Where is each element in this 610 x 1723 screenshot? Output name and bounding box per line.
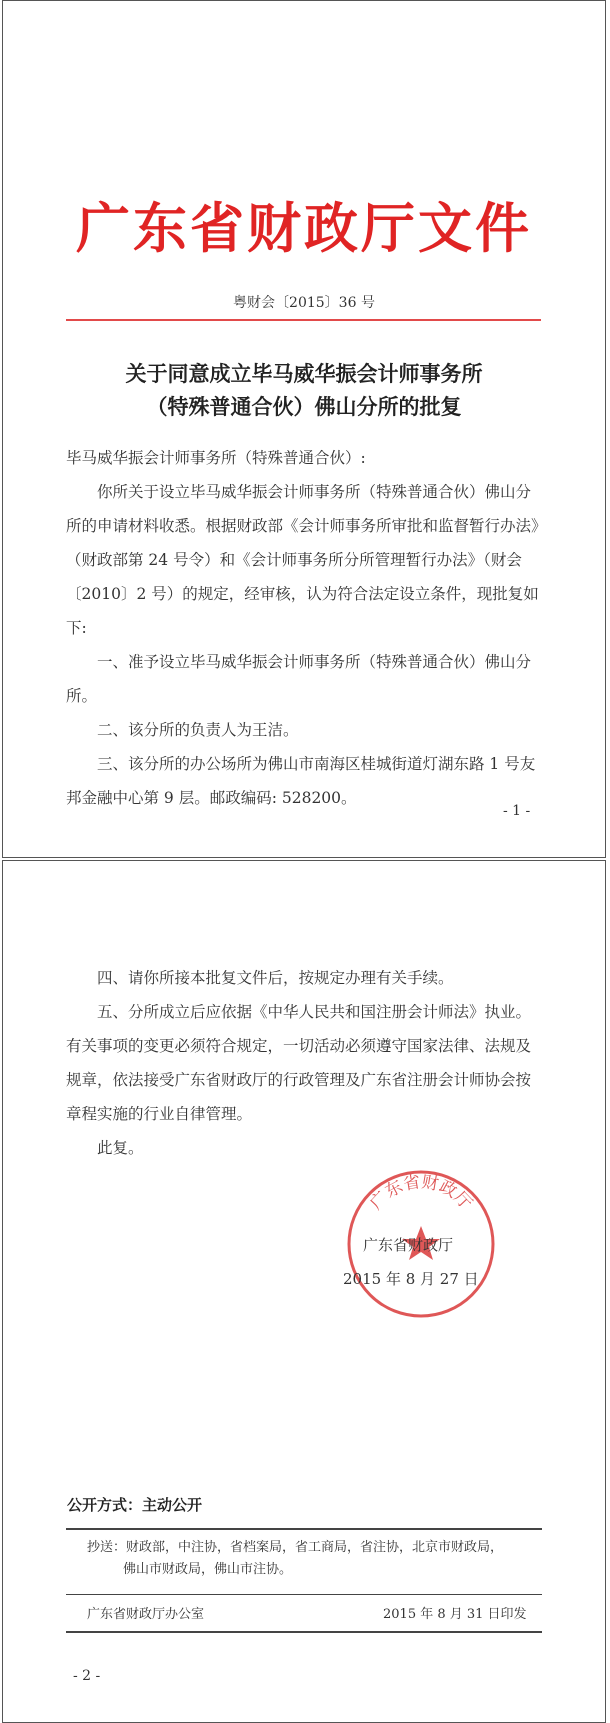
closing: 此复。 (97, 1139, 144, 1157)
issuing-office: 广东省财政厅办公室 (87, 1607, 205, 1622)
svg-text:广东省财政厅: 广东省财政厅 (366, 1172, 476, 1214)
document-header: 广东省财政厅文件 (76, 196, 532, 260)
body-paragraph-1: 你所关于设立毕马威华振会计师事务所（特殊普通合伙）佛山分所的申请材料收悉。根据财政部《会计师事务所审批和监督暂行办法》（财政部第 24 号令）和《会计师事务所分所管理暂行办法》（财会〔2010〕2 号）的规定，经审核，认为符合法定设立条件，现批复如下: (66, 483, 539, 637)
disclosure-method: 公开方式：主动公开 (67, 1496, 203, 1514)
document-page-1 (2, 0, 606, 858)
body-item-5: 五、分所成立后应依据《中华人民共和国注册会计师法》执业。有关事项的变更必须符合规定，一切活动必须遵守国家法律、法规及规章，依法接受广东省财政厅的行政管理及广东省注册会计师协会按章程实施的行业自律管理。 (66, 1003, 532, 1123)
document-title-line1: 关于同意成立毕马威华振会计师事务所 (125, 361, 483, 386)
salutation: 毕马威华振会计师事务所（特殊普通合伙）: (66, 449, 366, 467)
signature-organization: 广东省财政厅 (363, 1236, 454, 1254)
cc-line-2: 佛山市财政局，佛山市注协。 (123, 1562, 293, 1577)
footer-rule-bottom (66, 1631, 542, 1633)
print-date: 2015 年 8 月 31 日印发 (383, 1607, 527, 1622)
document-title-line2: （特殊普通合伙）佛山分所的批复 (146, 394, 462, 419)
red-divider (66, 319, 541, 321)
cc-label: 抄送： (87, 1540, 127, 1555)
document-page-2 (2, 860, 606, 1723)
page-number: - 2 - (73, 1668, 101, 1684)
body-item-3: 三、该分所的办公场所为佛山市南海区桂城街道灯湖东路 1 号友邦金融中心第 9 层。邮政编码: 528200。 (66, 755, 536, 807)
body-item-1: 一、准予设立毕马威华振会计师事务所（特殊普通合伙）佛山分所。 (66, 653, 532, 705)
cc-list (87, 1537, 537, 1581)
body-item-4: 四、请你所接本批复文件后，按规定办理有关手续。 (97, 969, 454, 987)
cc-line-1: 财政部，中注协，省档案局，省工商局，省注协，北京市财政局， (126, 1540, 504, 1555)
footer-rule-top (66, 1528, 542, 1530)
page-number: - 1 - (503, 803, 531, 819)
footer-rule-middle (66, 1594, 542, 1595)
body-item-2: 二、该分所的负责人为王洁。 (97, 721, 299, 739)
document-number: 粤财会〔2015〕36 号 (233, 295, 375, 311)
signature-date: 2015 年 8 月 27 日 (343, 1270, 479, 1288)
